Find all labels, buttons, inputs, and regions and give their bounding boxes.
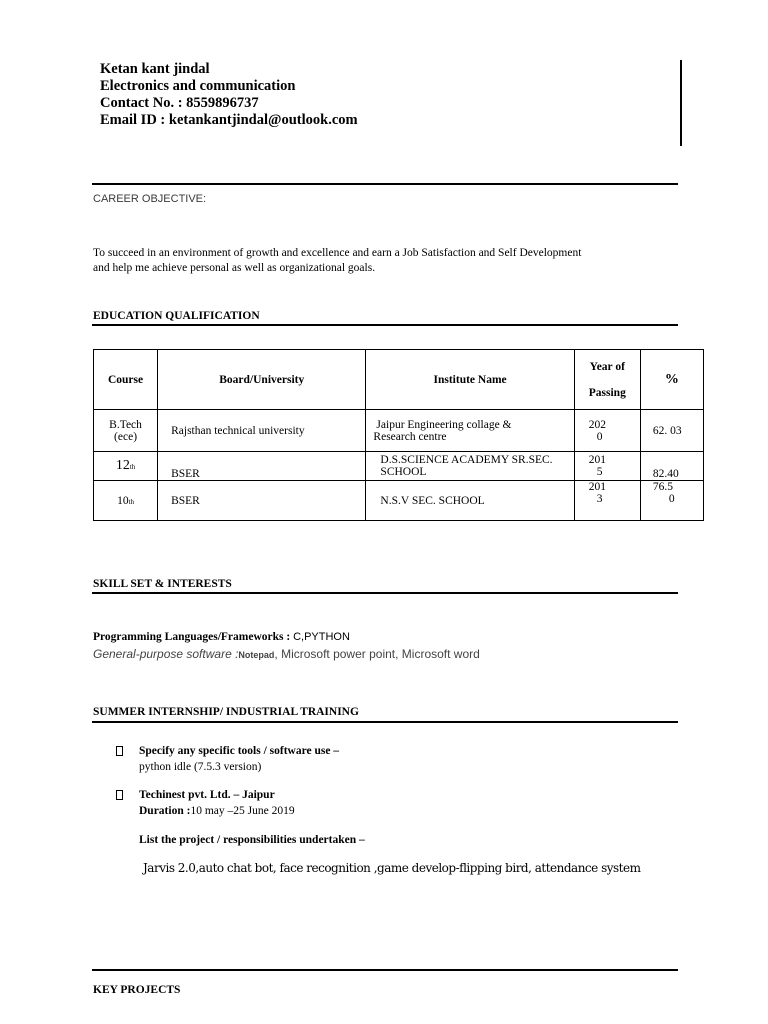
cell-year <box>574 481 640 521</box>
career-objective-title: CAREER OBJECTIVE: <box>93 193 207 205</box>
table-header-row <box>94 350 704 410</box>
candidate-name: Ketan kant jindal <box>100 61 210 77</box>
tools-title: Specify any specific tools / software use – <box>139 745 340 757</box>
year-line1: 201 <box>588 454 606 466</box>
duration-line <box>139 805 295 817</box>
cell-institute <box>366 410 574 452</box>
year-line2: 5 <box>596 466 603 478</box>
general-software-rest: , Microsoft power point, Microsoft word <box>274 647 480 661</box>
header-course: Course <box>94 350 158 410</box>
candidate-branch: Electronics and communication <box>100 78 296 94</box>
table-row <box>94 481 704 521</box>
career-objective-line-1: To succeed in an environment of growth and excellence and earn a Job Satisfaction and Self Development <box>93 247 582 259</box>
internship-title: SUMMER INTERNSHIP/ INDUSTRIAL TRAINING <box>93 706 359 718</box>
tools-detail: python idle (7.5.3 version) <box>139 761 262 773</box>
cell-course <box>94 410 158 452</box>
education-table <box>93 349 704 521</box>
company-title: Techinest pvt. Ltd. – Jaipur <box>139 789 275 801</box>
percent-line2: 0 <box>668 493 675 505</box>
header-year-line2: Passing <box>588 386 626 399</box>
key-projects-title: KEY PROJECTS <box>93 984 181 996</box>
project-list: Jarvis 2.0,auto chat bot, face recognition ,game develop-flipping bird, attendance system <box>143 861 641 875</box>
cell-board: BSER <box>158 452 366 481</box>
bullet-icon <box>116 790 123 803</box>
year-line1: 201 <box>588 481 606 493</box>
cell-year <box>574 452 640 481</box>
course-number: 12 <box>115 458 130 473</box>
divider <box>92 721 678 723</box>
cell-percent: 82.40 <box>640 452 703 481</box>
divider <box>92 592 678 594</box>
divider <box>92 183 678 185</box>
cell-board: BSER <box>158 481 366 521</box>
cell-institute: N.S.V SEC. SCHOOL <box>366 481 574 521</box>
header-vertical-rule <box>680 60 682 146</box>
career-objective-line-2: and help me achieve personal as well as organizational goals. <box>93 262 376 274</box>
email-id: Email ID : ketankantjindal@outlook.com <box>100 112 358 128</box>
year-line2: 0 <box>596 430 603 443</box>
cell-percent <box>640 481 703 521</box>
table-row <box>94 410 704 452</box>
institute-line1: Jaipur Engineering collage & <box>376 418 512 431</box>
duration-label: Duration : <box>139 805 191 817</box>
course-suffix: th <box>128 497 135 506</box>
header-percent: % <box>640 350 703 410</box>
programming-languages-value: C,PYTHON <box>293 631 350 643</box>
year-line1: 202 <box>588 418 606 431</box>
bullet-icon <box>116 746 123 759</box>
table-row <box>94 452 704 481</box>
institute-line2: Research centre <box>373 430 447 443</box>
cell-institute <box>366 452 574 481</box>
general-software-line <box>93 647 480 661</box>
cell-percent: 62. 03 <box>640 410 703 452</box>
course-line2: (ece) <box>114 430 138 443</box>
divider <box>92 324 678 326</box>
cell-course <box>94 452 158 481</box>
programming-languages-label: Programming Languages/Frameworks : <box>93 631 294 643</box>
general-software-notepad: Notepad <box>238 650 275 660</box>
cell-year <box>574 410 640 452</box>
header-year <box>574 350 640 410</box>
contact-number: Contact No. : 8559896737 <box>100 95 259 111</box>
header-institute: Institute Name <box>366 350 574 410</box>
course-number: 10 <box>117 494 129 507</box>
programming-languages-line <box>93 631 350 643</box>
institute-line1: D.S.SCIENCE ACADEMY SR.SEC. <box>380 454 553 466</box>
institute-line2: SCHOOL <box>380 466 427 478</box>
course-suffix: th <box>129 463 136 471</box>
percent-line1: 76.5 <box>652 481 673 493</box>
divider <box>92 969 678 971</box>
year-line2: 3 <box>596 493 603 505</box>
header-board: Board/University <box>158 350 366 410</box>
header-year-line1: Year of <box>589 360 625 373</box>
education-title: EDUCATION QUALIFICATION <box>93 310 260 322</box>
project-list-title: List the project / responsibilities undertaken – <box>139 834 365 846</box>
duration-value: 10 may –25 June 2019 <box>190 805 295 817</box>
course-line1: B.Tech <box>109 418 142 431</box>
cell-course <box>94 481 158 521</box>
cell-board: Rajsthan technical university <box>158 410 366 452</box>
general-software-label: General-purpose software : <box>93 647 239 661</box>
skills-title: SKILL SET & INTERESTS <box>93 578 232 590</box>
